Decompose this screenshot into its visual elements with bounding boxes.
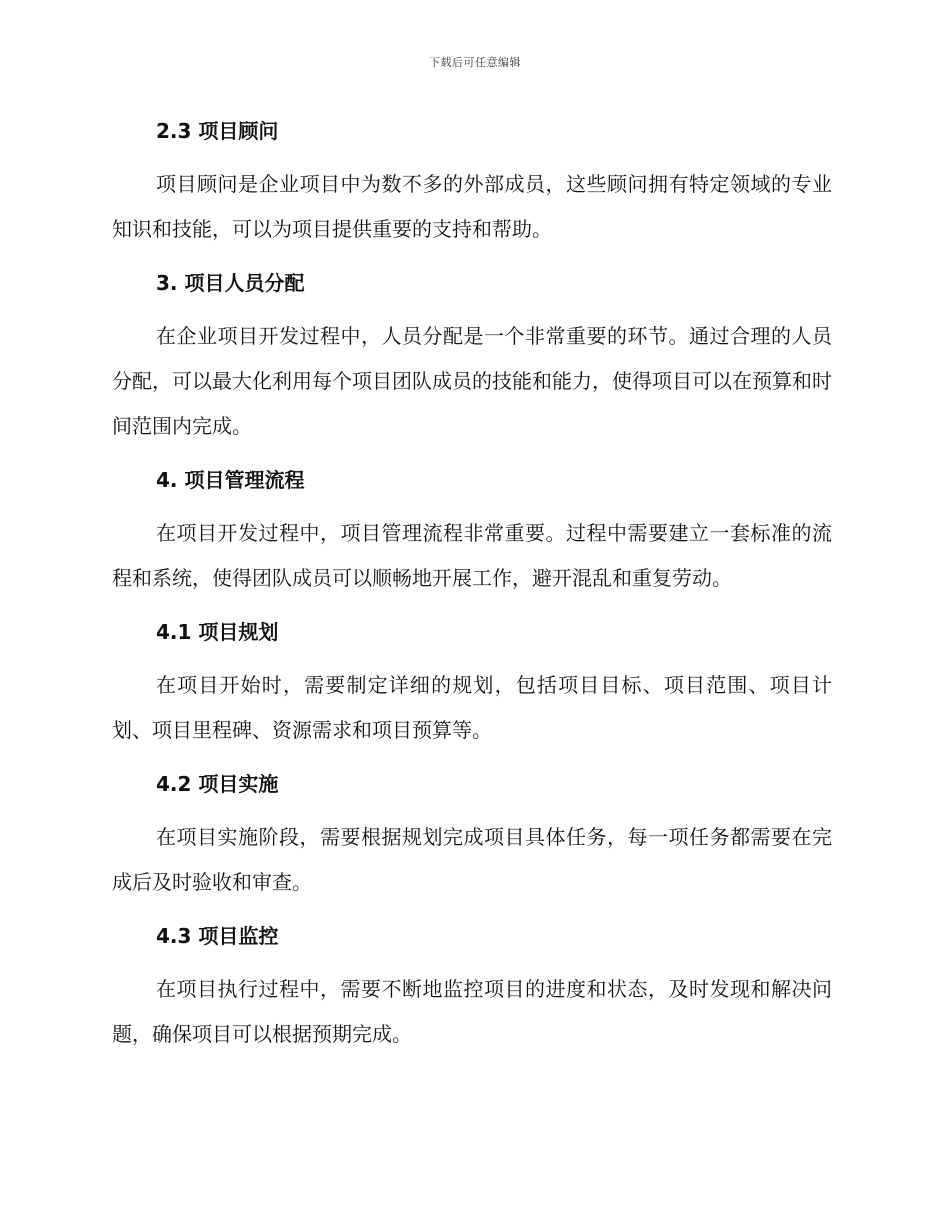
section-heading: 4.3 项目监控 <box>156 924 279 948</box>
document-body <box>112 110 832 1067</box>
section-4-1 <box>112 611 832 763</box>
section-paragraph: 在项目开发过程中，项目管理流程非常重要。过程中需要建立一套标准的流程和系统，使得团队成员可以顺畅地开展工作，避开混乱和重复劳动。 <box>112 521 832 590</box>
section-4-2 <box>112 763 832 915</box>
section-heading: 2.3 项目顾问 <box>156 119 279 143</box>
section-paragraph: 在项目开始时，需要制定详细的规划，包括项目目标、项目范围、项目计划、项目里程碑、资源需求和项目预算等。 <box>112 673 832 742</box>
section-paragraph: 在企业项目开发过程中，人员分配是一个非常重要的环节。通过合理的人员分配，可以最大化利用每个项目团队成员的技能和能力，使得项目可以在预算和时间范围内完成。 <box>112 324 832 438</box>
section-heading: 4. 项目管理流程 <box>156 468 305 492</box>
section-2-3 <box>112 110 832 262</box>
section-3 <box>112 262 832 459</box>
header-note: 下载后可任意编辑 <box>429 56 521 69</box>
section-4-3 <box>112 915 832 1067</box>
section-4 <box>112 459 832 611</box>
section-heading: 4.1 项目规划 <box>156 620 279 644</box>
section-paragraph: 在项目执行过程中，需要不断地监控项目的进度和状态，及时发现和解决问题，确保项目可以根据预期完成。 <box>112 977 832 1046</box>
section-heading: 3. 项目人员分配 <box>156 271 305 295</box>
section-paragraph: 项目顾问是企业项目中为数不多的外部成员，这些顾问拥有特定领域的专业知识和技能，可以为项目提供重要的支持和帮助。 <box>112 172 832 241</box>
section-heading: 4.2 项目实施 <box>156 772 279 796</box>
section-paragraph: 在项目实施阶段，需要根据规划完成项目具体任务，每一项任务都需要在完成后及时验收和审查。 <box>112 825 832 894</box>
